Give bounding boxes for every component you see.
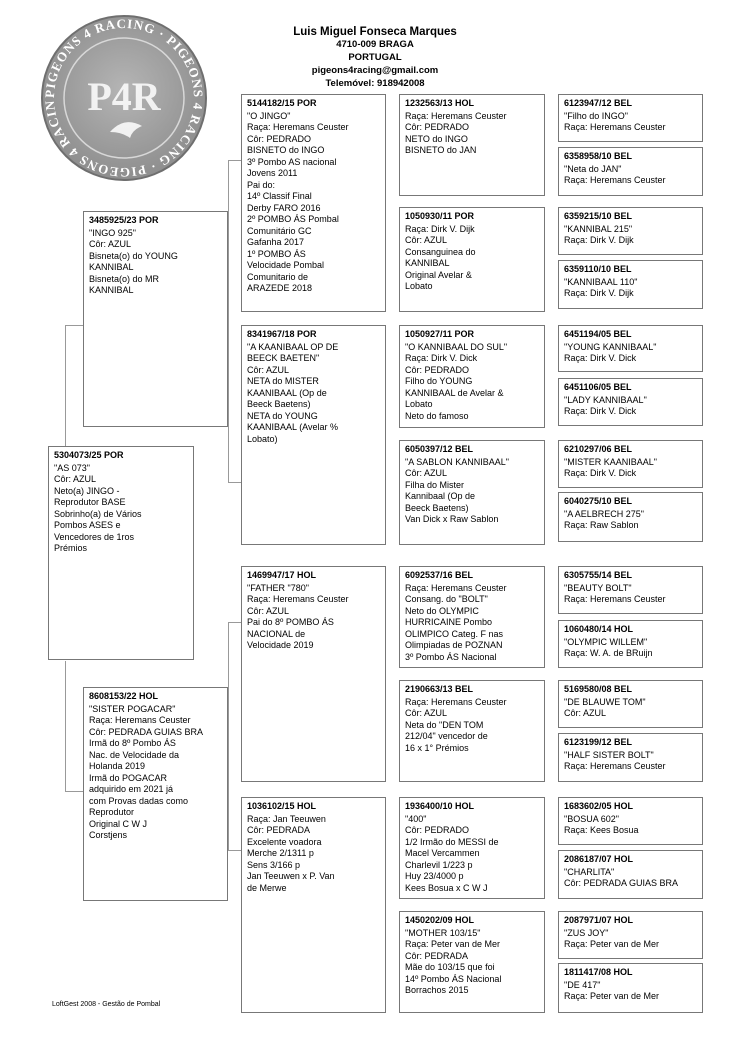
- pigeon-info: Raça: Dirk V. Dijk Côr: AZUL Consanguinea do KANNIBAL Original Avelar & Lobato: [405, 223, 476, 291]
- pigeon-info: Raça: Heremans Ceuster Côr: AZUL Neta do "DEN TOM 212/04" vencedor de 16 x 1° Prémios: [405, 696, 507, 753]
- pigeon-card-grandparent: [241, 797, 386, 1013]
- ring-number: 5169580/08 BEL: [564, 684, 633, 694]
- pigeon-card-ancestor: [558, 440, 703, 488]
- pigeon-info: "ZUS JOY" Raça: Peter van de Mer: [564, 927, 660, 949]
- ring-number: 6092537/16 BEL: [405, 570, 474, 580]
- ring-number: 6305755/14 BEL: [564, 570, 633, 580]
- footer-credit: LoftGest 2008 - Gestão de Pombal: [52, 1001, 161, 1008]
- ring-number: 6451106/05 BEL: [564, 382, 632, 392]
- ring-number: 6210297/06 BEL: [564, 444, 633, 454]
- pigeon-card-great-grandparent: [399, 680, 545, 782]
- pigeon-info: "O JINGO" Raça: Heremans Ceuster Côr: PEDRADO BISNETO do INGO 3º Pombo AS nacional Jovens 2011 Pai do: 14º Classif Final Derby FARO 2016 2º POMBO ÁS Pombal Comunitário GC Gafanha 2017 1º POMBO ÁS Velocidade Pombal Comunitario de ARAZEDE 2018: [247, 110, 349, 293]
- pigeon-card-ancestor: [558, 797, 703, 845]
- ring-number: 6359215/10 BEL: [564, 211, 633, 221]
- pigeon-info: "A AELBRECH 275" Raça: Raw Sablon: [564, 508, 644, 530]
- ring-number: 1050930/11 POR: [405, 211, 475, 221]
- pigeon-card-ancestor: [558, 378, 703, 426]
- pigeon-info: "A SABLON KANNIBAAL" Côr: AZUL Filha do Mister Kannibaal (Op de Beeck Baetens) Van Dick x Raw Sablon: [405, 456, 509, 524]
- ring-number: 2087971/07 HOL: [564, 915, 634, 925]
- pigeon-info: Raça: Jan Teeuwen Côr: PEDRADA Excelente voadora Merche 2/1311 p Sens 3/166 p Jan Teeuwen x P. Van de Merwe: [247, 813, 335, 893]
- ring-number: 6050397/12 BEL: [405, 444, 474, 454]
- pigeon-card-ancestor: [558, 147, 703, 196]
- pigeon-card-ancestor: [558, 325, 703, 372]
- pigeon-card-ancestor: [558, 620, 703, 668]
- pigeon-info: "CHARLITA" Côr: PEDRADA GUIAS BRA: [564, 866, 679, 888]
- pigeon-card-ancestor: [558, 963, 703, 1013]
- pigeon-info: "MOTHER 103/15" Raça: Peter van de Mer Côr: PEDRADA Mãe do 103/15 que foi 14º Pombo ÁS Nacional Borrachos 2015: [405, 927, 502, 995]
- pigeon-card-ancestor: [558, 566, 703, 614]
- logo-ring-text: PIGEONS 4 RACING · PIGEONS 4 RACING · PIGEONS 4 RACIN: [41, 15, 207, 181]
- pigeon-info: "SISTER POGACAR" Raça: Heremans Ceuster Côr: PEDRADA GUIAS BRA Irmã do 8º Pombo ÁS Nac. de Velocidade da Holanda 2019 Irmã do POGACAR adquirido em 2021 já com Provas dadas como Reprodutor Original C W J Corstjens: [89, 703, 204, 840]
- pigeon-info: Raça: Heremans Ceuster Côr: PEDRADO NETO do INGO BISNETO do JAN: [405, 110, 507, 155]
- breeder-email: pigeons4racing@gmail.com: [311, 65, 439, 76]
- ring-number: 1469947/17 HOL: [247, 570, 317, 580]
- ring-number: 6123199/12 BEL: [564, 737, 633, 747]
- pigeon-card-ancestor: [558, 850, 703, 899]
- ring-number: 1036102/15 HOL: [247, 801, 317, 811]
- connector: [228, 160, 241, 161]
- pigeon-card-grandparent: [241, 325, 386, 545]
- pigeon-card-dam: [83, 211, 228, 427]
- pigeon-info: "400" Côr: PEDRADO 1/2 Irmão do MESSI de Macel Vercammen Charlevil 1/223 p Huy 23/4000 p Kees Bosua x C W J: [405, 813, 499, 893]
- breeder-phone: Telemóvel: 918942008: [325, 78, 425, 89]
- pigeon-info: "DE BLAUWE TOM" Côr: AZUL: [564, 696, 646, 718]
- club-logo: [40, 14, 208, 182]
- pigeon-info: "YOUNG KANNIBAAL" Raça: Dirk V. Dick: [564, 341, 657, 363]
- pigeon-info: "KANNIBAAL 110" Raça: Dirk V. Dijk: [564, 276, 638, 298]
- ring-number: 1450202/09 HOL: [405, 915, 475, 925]
- pigeon-info: "AS 073" Côr: AZUL Neto(a) JINGO - Reprodutor BASE Sobrinho(a) de Vários Pombos ASES e Vencedores de 1ros Prémios: [54, 462, 142, 553]
- pigeon-info: "BEAUTY BOLT" Raça: Heremans Ceuster: [564, 582, 666, 604]
- ring-number: 2086187/07 HOL: [564, 854, 634, 864]
- pigeon-info: "Filho do INGO" Raça: Heremans Ceuster: [564, 110, 666, 132]
- ring-number: 1811417/08 HOL: [564, 967, 633, 977]
- pigeon-info: "OLYMPIC WILLEM" Raça: W. A. de BRuijn: [564, 636, 653, 658]
- ring-number: 6040275/10 BEL: [564, 496, 633, 506]
- pigeon-info: "A KAANIBAAL OP DE BEECK BAETEN" Côr: AZUL NETA do MISTER KAANIBAAL (Op de Beeck Baetens) NETA do YOUNG KAANIBAAL (Avelar % Lobato): [247, 341, 339, 444]
- pigeon-card-ancestor: [558, 911, 703, 959]
- ring-number: 1232563/13 HOL: [405, 98, 475, 108]
- connector: [65, 791, 83, 792]
- pigeon-card-main: [48, 446, 194, 660]
- ring-number: 1683602/05 HOL: [564, 801, 634, 811]
- pigeon-card-great-grandparent: [399, 797, 545, 899]
- pigeon-info: "KANNIBAL 215" Raça: Dirk V. Dijk: [564, 223, 634, 245]
- pigeon-info: Raça: Heremans Ceuster Consang. do "BOLT" Neto do OLYMPIC HURRICAINE Pombo OLIMPICO Categ. F nas Olimpiadas de POZNAN 3º Pombo ÁS Nacional: [405, 582, 507, 662]
- pigeon-card-great-grandparent: [399, 911, 545, 1013]
- connector: [228, 622, 229, 850]
- ring-number: 8341967/18 POR: [247, 329, 317, 339]
- pigeon-card-great-grandparent: [399, 440, 545, 545]
- connector: [65, 325, 83, 326]
- ring-number: 6123947/12 BEL: [564, 98, 633, 108]
- ring-number: 6358958/10 BEL: [564, 151, 633, 161]
- ring-number: 5304073/25 POR: [54, 450, 124, 460]
- breeder-address: 4710-009 BRAGA: [336, 39, 414, 50]
- connector: [65, 325, 66, 447]
- breeder-header: [250, 26, 500, 90]
- pigeon-card-ancestor: [558, 260, 703, 309]
- pigeon-card-ancestor: [558, 733, 703, 782]
- connector: [228, 160, 229, 482]
- pigeon-info: "Neta do JAN" Raça: Heremans Ceuster: [564, 163, 666, 185]
- connector: [65, 661, 66, 791]
- pigeon-info: "INGO 925" Côr: AZUL Bisneta(o) do YOUNG KANNIBAL Bisneta(o) do MR KANNIBAL: [89, 227, 178, 295]
- pigeon-info: "HALF SISTER BOLT" Raça: Heremans Ceuster: [564, 749, 666, 771]
- ring-number: 6451194/05 BEL: [564, 329, 632, 339]
- pigeon-info: "DE 417" Raça: Peter van de Mer: [564, 979, 660, 1001]
- ring-number: 1050927/11 POR: [405, 329, 475, 339]
- ring-number: 1936400/10 HOL: [405, 801, 475, 811]
- connector: [228, 622, 241, 623]
- pigeon-card-ancestor: [558, 207, 703, 255]
- pigeon-card-ancestor: [558, 680, 703, 728]
- pigeon-info: "BOSUA 602" Raça: Kees Bosua: [564, 813, 639, 835]
- breeder-country: PORTUGAL: [348, 52, 402, 63]
- pigeon-info: "LADY KANNIBAAL" Raça: Dirk V. Dick: [564, 394, 647, 416]
- pigeon-card-ancestor: [558, 94, 703, 142]
- ring-number: 8608153/22 HOL: [89, 691, 159, 701]
- pigeon-info: "FATHER "780" Raça: Heremans Ceuster Côr: AZUL Pai do 8º POMBO ÁS NACIONAL de Velocidade 2019: [247, 582, 349, 650]
- pigeon-card-sire: [83, 687, 228, 901]
- ring-number: 3485925/23 POR: [89, 215, 159, 225]
- logo-monogram: P4R: [87, 74, 161, 119]
- pigeon-card-great-grandparent: [399, 94, 545, 196]
- pigeon-card-great-grandparent: [399, 325, 545, 428]
- breeder-name: Luis Miguel Fonseca Marques: [293, 26, 457, 38]
- pigeon-card-great-grandparent: [399, 207, 545, 312]
- connector: [228, 850, 241, 851]
- pigeon-card-grandparent: [241, 566, 386, 782]
- pigeon-card-great-grandparent: [399, 566, 545, 668]
- pigeon-card-ancestor: [558, 492, 703, 542]
- ring-number: 6359110/10 BEL: [564, 264, 632, 274]
- ring-number: 5144182/15 POR: [247, 98, 317, 108]
- pigeon-info: "MISTER KAANIBAAL" Raça: Dirk V. Dick: [564, 456, 657, 478]
- ring-number: 2190663/13 BEL: [405, 684, 474, 694]
- pigeon-info: "O KANNIBAAL DO SUL" Raça: Dirk V. Dick Côr: PEDRADO Filho do YOUNG KANNIBAAL de Avelar & Lobato Neto do famoso: [405, 341, 508, 421]
- pigeon-card-grandparent: [241, 94, 386, 312]
- connector: [228, 482, 241, 483]
- ring-number: 1060480/14 HOL: [564, 624, 634, 634]
